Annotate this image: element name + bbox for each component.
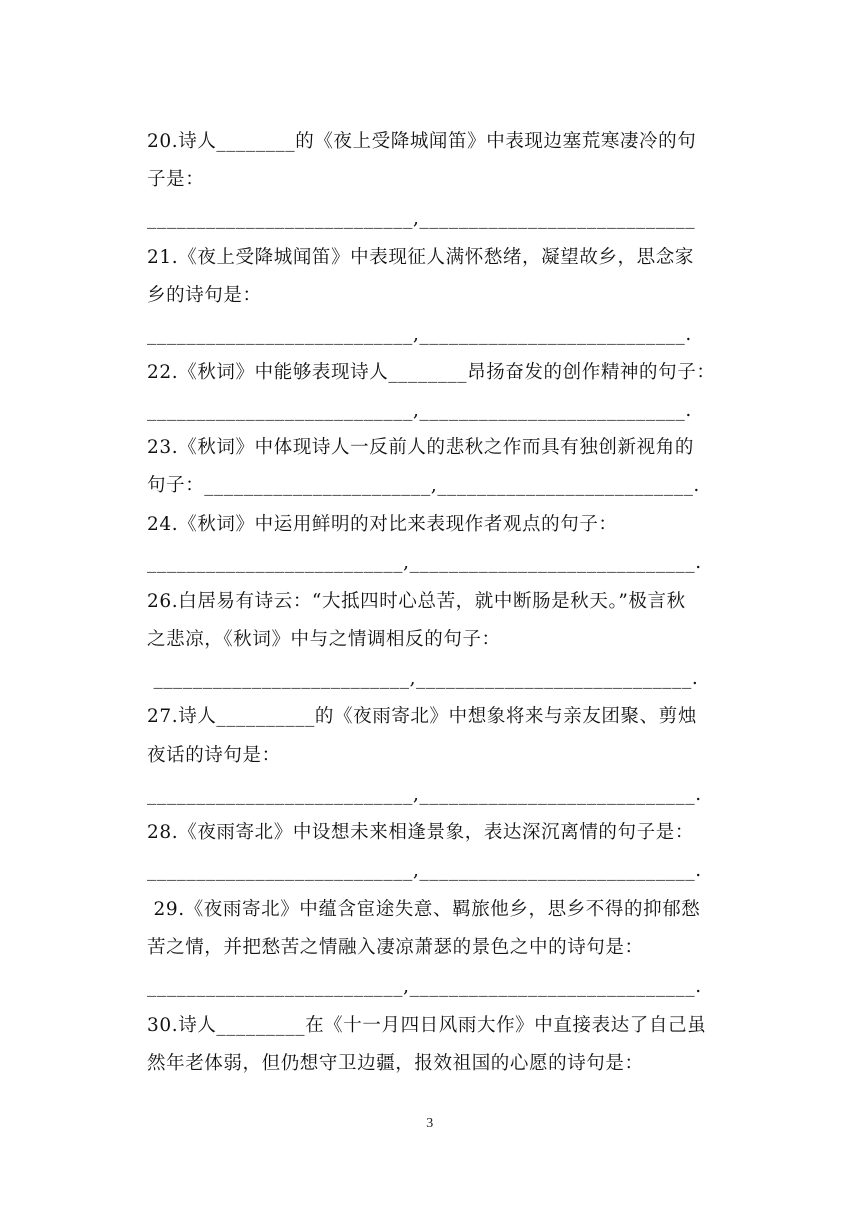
question-21-line-1: 21.《夜上受降城闻笛》中表现征人满怀愁绪，凝望故乡，思念家: [147, 247, 694, 268]
question-20-line-2: 子是：: [147, 169, 205, 190]
question-26-line-1: 26.白居易有诗云：“大抵四时心总苦，就中断肠是秋天。”极言秋: [147, 591, 686, 612]
question-20-line-1: 20.诗人________的《夜上受降城闻笛》中表现边塞荒寒凄冷的句: [147, 131, 697, 152]
question-21-answer-blank: ___________________________,___________________________.: [147, 324, 692, 345]
question-29-line-2: 苦之情，并把愁苦之情融入凄凉萧瑟的景色之中的诗句是：: [147, 937, 644, 958]
question-21-line-2: 乡的诗句是：: [147, 285, 262, 306]
question-22-answer-blank: ___________________________,___________________________.: [147, 400, 692, 421]
question-27-answer-blank: ___________________________,____________________________.: [147, 784, 702, 805]
question-27-line-2: 夜话的诗句是：: [147, 745, 281, 766]
question-23-line-1: 23.《秋词》中体现诗人一反前人的悲秋之作而具有独创新视角的: [147, 437, 694, 458]
question-29-answer-blank: __________________________,_____________________________.: [147, 976, 702, 997]
question-22-line-1: 22.《秋词》中能够表现诗人________昂扬奋发的创作精神的句子：: [147, 362, 716, 383]
question-24-line-1: 24.《秋词》中运用鲜明的对比来表现作者观点的句子：: [147, 514, 618, 535]
question-24-answer-blank: __________________________,_____________________________.: [147, 552, 702, 573]
question-28-line-1: 28.《夜雨寄北》中设想未来相逢景象，表达深沉离情的句子是：: [147, 822, 694, 843]
question-23-line-2: 句子：_______________________,__________________________.: [147, 475, 700, 496]
question-27-line-1: 27.诗人__________的《夜雨寄北》中想象将来与亲友团聚、剪烛: [147, 706, 697, 727]
question-30-line-2: 然年老体弱，但仍想守卫边疆，报效祖国的心愿的诗句是：: [147, 1053, 644, 1074]
question-26-answer-blank: __________________________,____________________________.: [147, 668, 699, 689]
question-26-line-2: 之悲凉，《秋词》中与之情调相反的句子：: [147, 629, 501, 650]
question-30-line-1: 30.诗人_________在《十一月四日风雨大作》中直接表达了自己虽: [147, 1015, 707, 1036]
question-28-answer-blank: ___________________________,____________________________.: [147, 860, 702, 881]
question-29-line-1: 29.《夜雨寄北》中蕴含宦途失意、羁旅他乡，思乡不得的抑郁愁: [147, 899, 701, 920]
page-number: 3: [426, 1116, 434, 1131]
question-20-answer-blank: ___________________________,____________________________: [147, 208, 696, 229]
